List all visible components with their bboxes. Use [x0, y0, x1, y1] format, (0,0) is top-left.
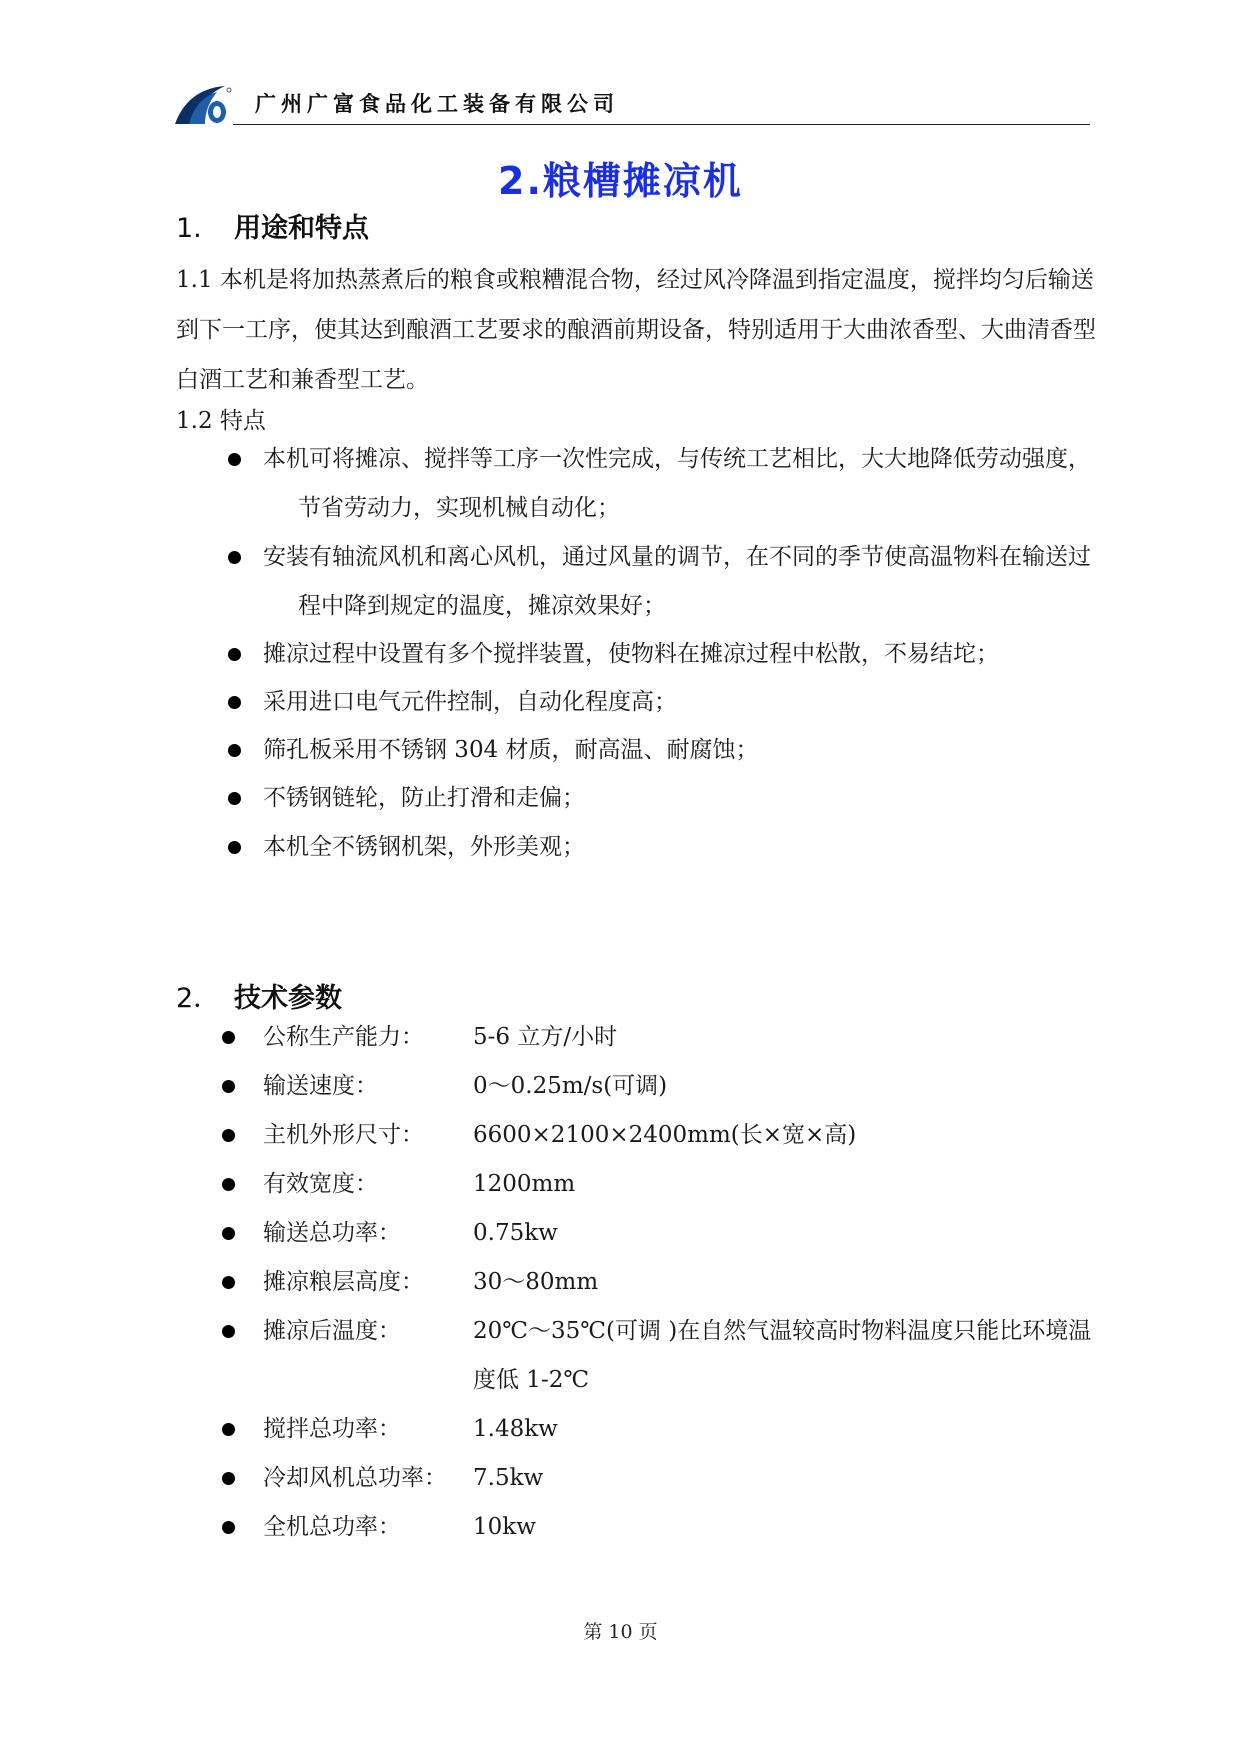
bullet-icon [228, 696, 241, 709]
feature-text: 采用进口电气元件控制，自动化程度高； [263, 689, 677, 715]
spec-row [218, 1160, 1098, 1209]
feature-text: 筛孔板采用不锈钢 304 材质，耐高温、耐腐蚀； [263, 737, 759, 763]
spec-label: 全机总功率： [263, 1514, 401, 1540]
feature-item [228, 533, 1096, 631]
feature-item [228, 726, 1096, 775]
section-1-number: 1. [176, 213, 202, 244]
company-logo-icon [173, 82, 233, 126]
page-header [173, 82, 1090, 126]
spec-value: 30～80mm [473, 1269, 599, 1295]
spec-label: 有效宽度： [263, 1171, 378, 1197]
spec-row [218, 1454, 1098, 1503]
spec-label: 摊凉后温度： [263, 1318, 401, 1344]
spec-row [218, 1013, 1098, 1062]
features-subheading: 1.2 特点 [176, 408, 266, 434]
feature-text: 不锈钢链轮，防止打滑和走偏； [263, 785, 585, 811]
bullet-icon [222, 1178, 235, 1191]
spec-row [218, 1209, 1098, 1258]
spec-row [218, 1111, 1098, 1160]
bullet-icon [222, 1276, 235, 1289]
bullet-icon [222, 1472, 235, 1485]
feature-text: 本机可将摊凉、搅拌等工序一次性完成，与传统工艺相比，大大地降低劳动强度，节省劳动力，实现机械自动化； [263, 446, 1091, 521]
bullet-icon [228, 841, 241, 854]
spec-row [218, 1503, 1098, 1552]
spec-row [218, 1258, 1098, 1307]
bullet-icon [228, 744, 241, 757]
bullet-icon [228, 453, 241, 466]
bullet-icon [222, 1423, 235, 1436]
section-1-title: 用途和特点 [234, 213, 369, 244]
bullet-icon [222, 1080, 235, 1093]
spec-row [218, 1405, 1098, 1454]
header-divider [233, 124, 1090, 125]
section-2-title: 技术参数 [234, 983, 342, 1014]
spec-value: 0～0.25m/s(可调) [473, 1073, 668, 1099]
spec-value: 7.5kw [473, 1465, 544, 1491]
feature-text: 本机全不锈钢机架，外形美观； [263, 834, 585, 860]
feature-text: 摊凉过程中设置有多个搅拌装置，使物料在摊凉过程中松散，不易结坨； [263, 641, 999, 667]
spec-label: 输送总功率： [263, 1220, 401, 1246]
spec-value: 5-6 立方/小时 [473, 1024, 618, 1050]
feature-item [228, 630, 1096, 679]
spec-value: 1.48kw [473, 1416, 558, 1442]
spec-value: 6600×2100×2400mm(长×宽×高) [473, 1122, 857, 1148]
spec-value: 20℃～35℃(可调 )在自然气温较高时物料温度只能比环境温度低 1-2℃ [473, 1318, 1092, 1393]
spec-value: 10kw [473, 1514, 536, 1540]
feature-item [228, 435, 1096, 533]
spec-label: 公称生产能力： [263, 1024, 424, 1050]
spec-value: 1200mm [473, 1171, 576, 1197]
spec-label: 输送速度： [263, 1073, 378, 1099]
section-2-heading [176, 976, 342, 1015]
bullet-icon [228, 551, 241, 564]
page-number: 第 10 页 [583, 1621, 658, 1643]
feature-item [228, 774, 1096, 823]
section-1-heading [176, 206, 369, 245]
spec-label: 搅拌总功率： [263, 1416, 401, 1442]
bullet-icon [222, 1031, 235, 1044]
feature-text: 安装有轴流风机和离心风机，通过风量的调节，在不同的季节使高温物料在输送过程中降到规定的温度，摊凉效果好； [263, 544, 1091, 619]
section-2-number: 2． [176, 983, 221, 1014]
spec-row [218, 1062, 1098, 1111]
bullet-icon [222, 1325, 235, 1338]
spec-list [218, 1013, 1098, 1552]
spec-label: 摊凉粮层高度： [263, 1269, 424, 1295]
page-title: 2.粮槽摊凉机 [498, 159, 743, 203]
spec-row [218, 1307, 1098, 1405]
bullet-icon [222, 1227, 235, 1240]
bullet-icon [228, 648, 241, 661]
bullet-icon [222, 1521, 235, 1534]
spec-label: 冷却风机总功率： [263, 1465, 447, 1491]
intro-paragraph: 1.1 本机是将加热蒸煮后的粮食或粮糟混合物，经过风冷降温到指定温度，搅拌均匀后输送到下一工序，使其达到酿酒工艺要求的酿酒前期设备，特别适用于大曲浓香型、大曲清香型白酒工艺和兼香型工艺。 [176, 267, 1096, 393]
spec-label: 主机外形尺寸： [263, 1122, 424, 1148]
bullet-icon [222, 1129, 235, 1142]
feature-item [228, 823, 1096, 872]
spec-value: 0.75kw [473, 1220, 558, 1246]
bullet-icon [228, 792, 241, 805]
company-name: 广州广富食品化工装备有限公司 [255, 92, 619, 116]
feature-item [228, 678, 1096, 727]
